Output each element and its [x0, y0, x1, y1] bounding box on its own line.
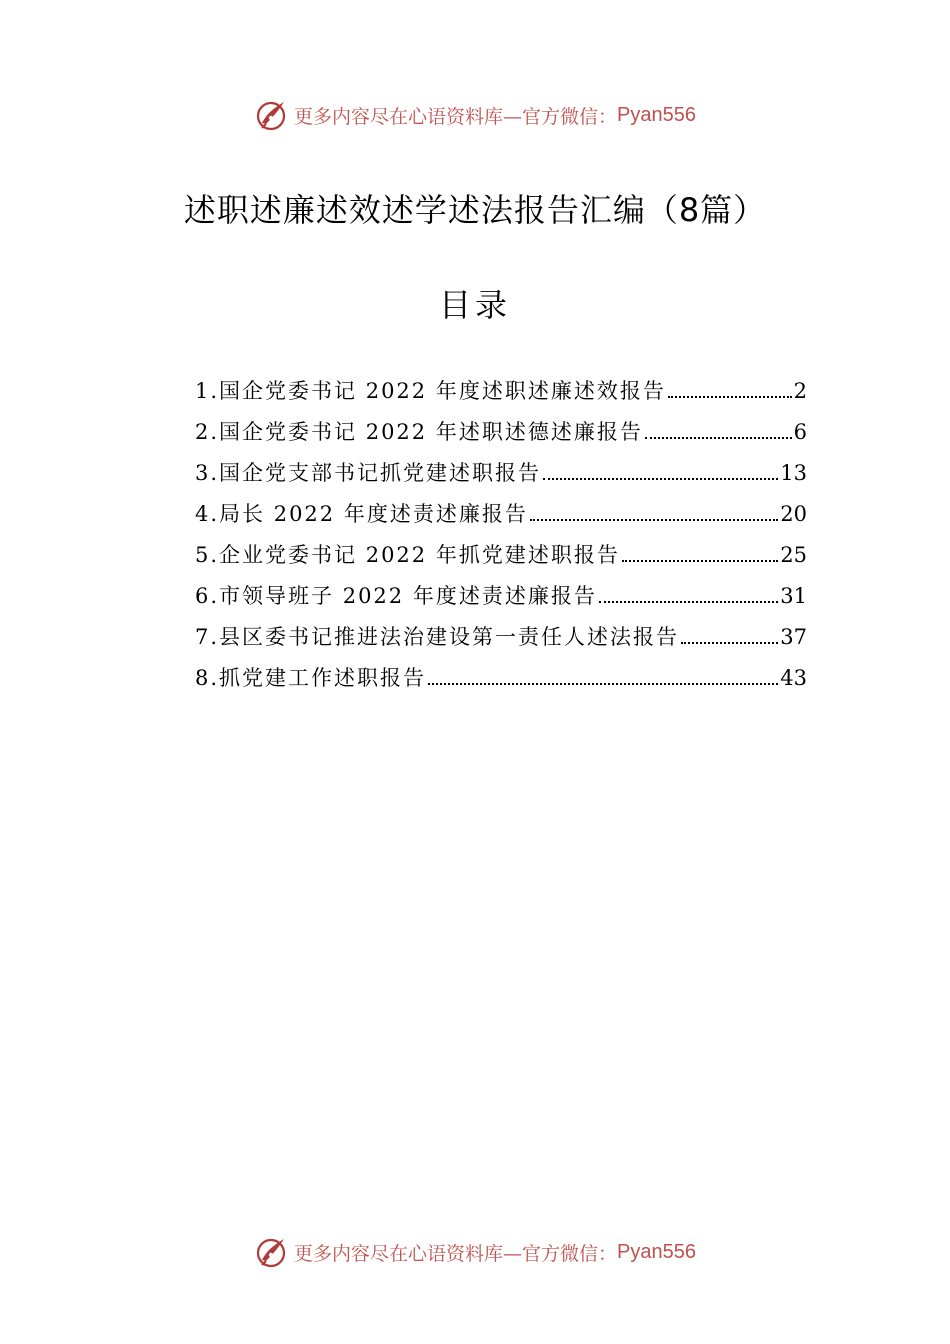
toc-leader-dots	[599, 601, 778, 603]
toc-leader-dots	[668, 396, 792, 398]
watermark-text: 更多内容尽在心语资料库—官方微信：	[294, 105, 618, 128]
toc-entry-label: 8.抓党建工作述职报告	[195, 666, 427, 690]
toc-leader-dots	[681, 642, 778, 644]
toc-entry-page: 20	[780, 502, 807, 526]
pen-nib-logo-icon	[254, 1234, 290, 1270]
toc-entry-page: 31	[780, 584, 807, 608]
toc-entry-label: 3.国企党支部书记抓党建述职报告	[195, 461, 542, 485]
table-of-contents	[195, 371, 807, 699]
watermark-wechat-id: Pyan556	[617, 103, 696, 126]
toc-entry-3[interactable]	[195, 453, 807, 494]
toc-entry-page: 6	[793, 420, 807, 444]
toc-entry-1[interactable]	[195, 371, 807, 412]
toc-entry-8[interactable]	[195, 658, 807, 699]
watermark-wechat-id: Pyan556	[617, 1240, 696, 1263]
toc-entry-page: 13	[780, 461, 807, 485]
toc-leader-dots	[530, 519, 778, 521]
toc-entry-7[interactable]	[195, 617, 807, 658]
toc-entry-label: 2.国企党委书记 2022 年述职述德述廉报告	[195, 420, 643, 444]
toc-entry-label: 7.县区委书记推进法治建设第一责任人述法报告	[195, 625, 680, 649]
toc-entry-5[interactable]	[195, 535, 807, 576]
toc-leader-dots	[543, 478, 778, 480]
header-watermark	[0, 95, 950, 135]
toc-entry-page: 2	[793, 379, 807, 403]
watermark-text: 更多内容尽在心语资料库—官方微信：	[294, 1242, 618, 1265]
toc-entry-page: 43	[780, 666, 807, 690]
toc-entry-6[interactable]	[195, 576, 807, 617]
toc-heading: 目录	[438, 286, 511, 324]
toc-entry-page: 25	[780, 543, 807, 567]
toc-leader-dots	[645, 437, 792, 439]
footer-watermark	[0, 1232, 950, 1272]
pen-nib-logo-icon	[254, 97, 290, 133]
toc-entry-4[interactable]	[195, 494, 807, 535]
document-title: 述职述廉述效述学述法报告汇编（8篇）	[183, 191, 767, 229]
toc-entry-page: 37	[780, 625, 807, 649]
toc-entry-label: 5.企业党委书记 2022 年抓党建述职报告	[195, 543, 620, 567]
toc-entry-label: 6.市领导班子 2022 年度述责述廉报告	[195, 584, 597, 608]
toc-entry-label: 1.国企党委书记 2022 年度述职述廉述效报告	[195, 379, 666, 403]
toc-entry-2[interactable]	[195, 412, 807, 453]
toc-entry-label: 4.局长 2022 年度述责述廉报告	[195, 502, 528, 526]
toc-leader-dots	[622, 560, 778, 562]
toc-leader-dots	[428, 683, 778, 685]
